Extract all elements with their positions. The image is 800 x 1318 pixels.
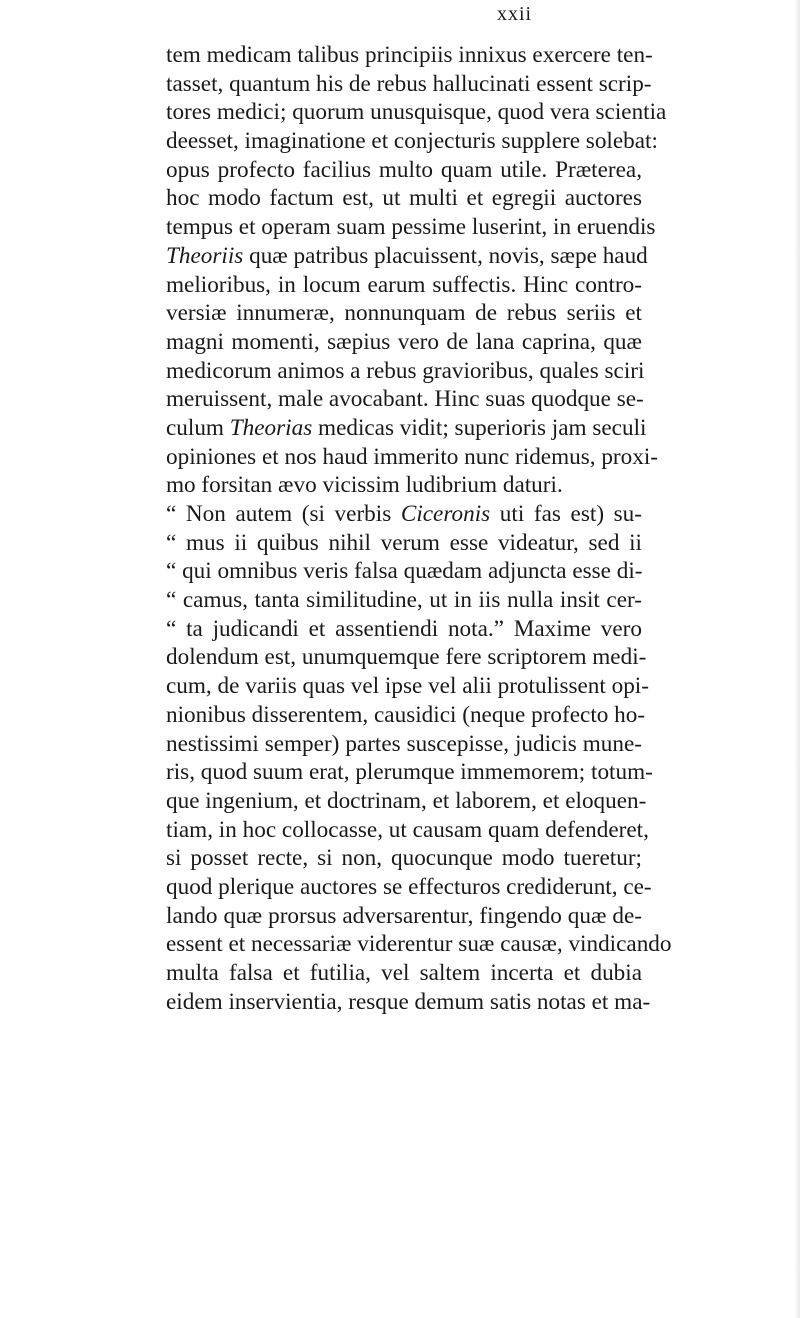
text-segment: tores medici; quorum unusquisque, quod vera scientia [166, 99, 667, 126]
text-segment: tiam, in hoc collocasse, ut causam quam defenderet, [166, 816, 649, 843]
text-segment: nestissimi semper) partes suscepisse, judicis mune- [166, 730, 642, 757]
text-line [166, 930, 672, 959]
text-segment: tem medicam talibus principiis innixus exercere ten- [166, 42, 653, 68]
text-segment: multa falsa et futilia, vel saltem incerta et dubia [166, 960, 642, 986]
italic-text: Ciceronis [400, 501, 491, 527]
text-line [166, 500, 642, 529]
text-line [166, 357, 645, 386]
text-segment: eidem inservientia, resque demum satis notas et ma- [166, 988, 651, 1015]
text-line [166, 844, 642, 873]
text-line [166, 443, 659, 472]
text-segment: magni momenti, sæpius vero de lana caprina, quæ [166, 328, 642, 355]
text-segment: tasset, quantum his de rebus hallucinati essent scrip- [166, 70, 652, 97]
text-segment: uti fas est) su- [490, 501, 642, 527]
text-line [166, 414, 647, 443]
text-line [166, 758, 653, 787]
text-line [166, 787, 647, 816]
text-segment: melioribus, in locum earum suffectis. Hinc contro- [166, 271, 642, 298]
text-segment: “ ta judicandi et assentiendi nota.” Maxime vero [166, 615, 642, 642]
body-text [166, 41, 672, 1016]
text-line [166, 242, 648, 271]
text-segment: culum [166, 414, 230, 441]
text-segment: ris, quod suum erat, plerumque immemorem; totum- [166, 759, 653, 786]
text-line [166, 672, 649, 701]
text-segment: opus profecto facilius multo quam utile. Præterea, [166, 156, 642, 183]
text-line [166, 873, 652, 902]
text-line [166, 127, 658, 156]
text-segment: cum, de variis quas vel ipse vel alii protulissent opi- [166, 673, 649, 700]
text-segment: opiniones et nos haud immerito nunc ridemus, proxi- [166, 443, 659, 470]
text-segment: quod plerique auctores se effecturos crediderunt, ce- [166, 873, 652, 900]
text-line [166, 816, 649, 845]
text-segment: medicorum animos a rebus gravioribus, quales sciri [166, 357, 645, 384]
italic-text: Theorias [229, 414, 313, 441]
text-segment: que ingenium, et doctrinam, et laborem, et eloquen- [166, 787, 647, 814]
text-segment: tempus et operam suam pessime luserint, in eruendis [166, 214, 656, 241]
text-line [166, 988, 651, 1017]
text-segment: medicas vidit; superioris jam seculi [312, 414, 647, 441]
text-line [166, 271, 642, 300]
text-segment: “ camus, tanta similitudine, ut in iis nulla insit cer- [166, 587, 642, 614]
text-line [166, 701, 646, 730]
italic-text: Theoriis [166, 242, 244, 269]
text-line [166, 557, 642, 586]
text-segment: quæ patribus placuissent, novis, sæpe haud [243, 242, 648, 269]
text-segment: hoc modo factum est, ut multi et egregii auctores [166, 185, 642, 212]
page-number: xxii [497, 3, 533, 25]
text-line [166, 41, 653, 70]
text-line [166, 730, 642, 759]
text-line [166, 328, 642, 357]
text-line [166, 213, 656, 242]
text-segment: lando quæ prorsus adversarentur, fingendo quæ de- [166, 902, 642, 929]
text-segment: versiæ innumeræ, nonnunquam de rebus seriis et [166, 300, 642, 327]
text-line [166, 299, 642, 328]
text-segment: dolendum est, unumquemque fere scriptorem medi- [166, 644, 647, 671]
text-segment: mo forsitan ævo vicissim ludibrium daturi. [166, 472, 563, 499]
text-segment: “ Non autem (si verbis [166, 501, 401, 527]
text-segment: “ mus ii quibus nihil verum esse videatur, sed ii [166, 529, 642, 556]
text-line [166, 959, 642, 988]
text-line [166, 529, 642, 558]
text-segment: deesset, imaginatione et conjecturis supplere solebat: [166, 128, 658, 155]
text-line [166, 98, 667, 127]
text-segment: meruissent, male avocabant. Hinc suas quodque se- [166, 386, 644, 413]
text-line [166, 902, 642, 931]
text-segment: “ qui omnibus veris falsa quædam adjuncta esse di- [166, 558, 643, 585]
text-line [166, 586, 642, 615]
text-line [166, 184, 642, 213]
text-line [166, 643, 647, 672]
text-line [166, 471, 642, 500]
text-line [166, 156, 642, 185]
page-edge-shadow [794, 0, 800, 1318]
text-line [166, 70, 652, 99]
text-segment: si posset recte, si non, quocunque modo tueretur; [166, 845, 642, 872]
text-segment: essent et necessariæ viderentur suæ causæ, vindicando [166, 931, 672, 958]
text-line [166, 615, 642, 644]
text-line [166, 385, 642, 414]
text-segment: nionibus disserentem, causidici (neque profecto ho- [166, 701, 646, 728]
